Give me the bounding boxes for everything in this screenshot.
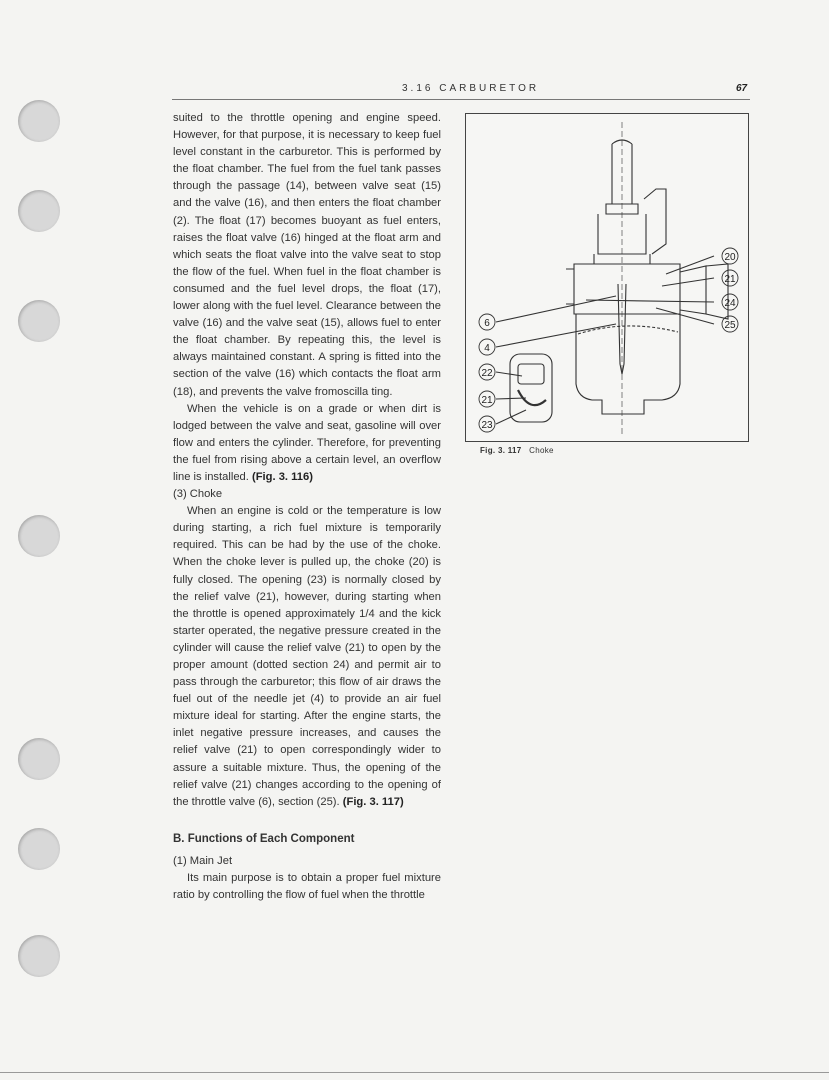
body-column	[173, 110, 441, 904]
callout-21: 21	[724, 274, 736, 285]
callout-23: 23	[481, 420, 493, 431]
callout-24: 24	[724, 298, 736, 309]
page-number: 67	[736, 83, 748, 94]
punch-hole	[18, 935, 60, 977]
punch-hole	[18, 738, 60, 780]
section-heading: B. Functions of Each Component	[173, 832, 355, 845]
paragraph	[173, 503, 441, 811]
header-rule	[172, 99, 750, 100]
paragraph-text: When the vehicle is on a grade or when dirt is lodged between the valve and seat, gasoline will over flow and enters the cylinder. Therefore, for preventing the fuel from rising above a certain level, an overflow line is installed.	[173, 402, 441, 483]
paragraph: suited to the throttle opening and engine speed. However, for that purpose, it is necessary to keep fuel level constant in the carburetor. This is performed by the float chamber. The fuel from the fuel tank passes through the passage (14), between valve seat (15) and the valve (16), and then enters the float chamber (2). The float (17) becomes buoyant as fuel enters, raises the float valve (16) hinged at the float arm and which seats the float valve into the valve seat to stop the flow of the fuel. When fuel in the float chamber is consumed and the fuel level drops, the float (17), lower along with the fuel level. Clearance between the valve (16) and the valve seat (15), allows fuel to enter the float chamber. By repeating this, the level is always maintained constant. A spring is fitted into the section of the valve (16) which contacts the float arm (18), and prevents the valve fromoscilla ting.	[173, 112, 441, 398]
paragraph-text: When an engine is cold or the temperature is low during starting, a rich fuel mixture is temporarily required. This can be had by the use of the choke. When the choke lever is pulled up, the choke (20) is fully closed. The opening (23) is normally closed by the relief valve (21), however, during starting when the throttle is opened approximately 1/4 and the kick starter operated, the negative pressure created in the cylinder will cause the relief valve (21) to open by the proper amount (dotted section 24) and permit air to pass through the carburetor; this flow of air draws the fuel out of the needle jet (4) to provide an air fuel mixture ideal for starting. After the engine starts, the inlet negative pressure increases, and causes the relief valve (21) to open correspondingly wider to assure a suitable mixture. Thus, the opening of the relief valve (21) changes according to the opening of the throttle valve (6), section (25).	[173, 505, 441, 808]
callout-25: 25	[724, 320, 736, 331]
figure-choke	[465, 113, 749, 442]
figure-reference: (Fig. 3. 116)	[251, 470, 313, 483]
callout-20: 20	[724, 252, 736, 263]
punch-hole	[18, 515, 60, 557]
carburetor-diagram	[466, 114, 748, 441]
figure-title: Choke	[529, 446, 554, 455]
punch-hole	[18, 190, 60, 232]
subheading-main-jet: (1) Main Jet	[173, 854, 233, 867]
paragraph	[173, 401, 441, 486]
punch-hole	[18, 300, 60, 342]
callout-21: 21	[481, 395, 493, 406]
callout-22: 22	[481, 368, 493, 379]
punch-hole	[18, 100, 60, 142]
section-title: 3.16 CARBURETOR	[402, 83, 540, 94]
callout-4: 4	[484, 343, 490, 354]
subheading-choke: (3) Choke	[173, 488, 223, 501]
figure-caption	[480, 446, 554, 455]
punch-hole	[18, 828, 60, 870]
figure-number: Fig. 3. 117	[480, 446, 522, 455]
page-edge	[0, 1072, 829, 1073]
figure-reference: (Fig. 3. 117)	[342, 795, 404, 808]
callout-6: 6	[484, 318, 490, 329]
paragraph: Its main purpose is to obtain a proper fuel mixture ratio by controlling the flow of fuel when the throttle	[173, 872, 441, 902]
